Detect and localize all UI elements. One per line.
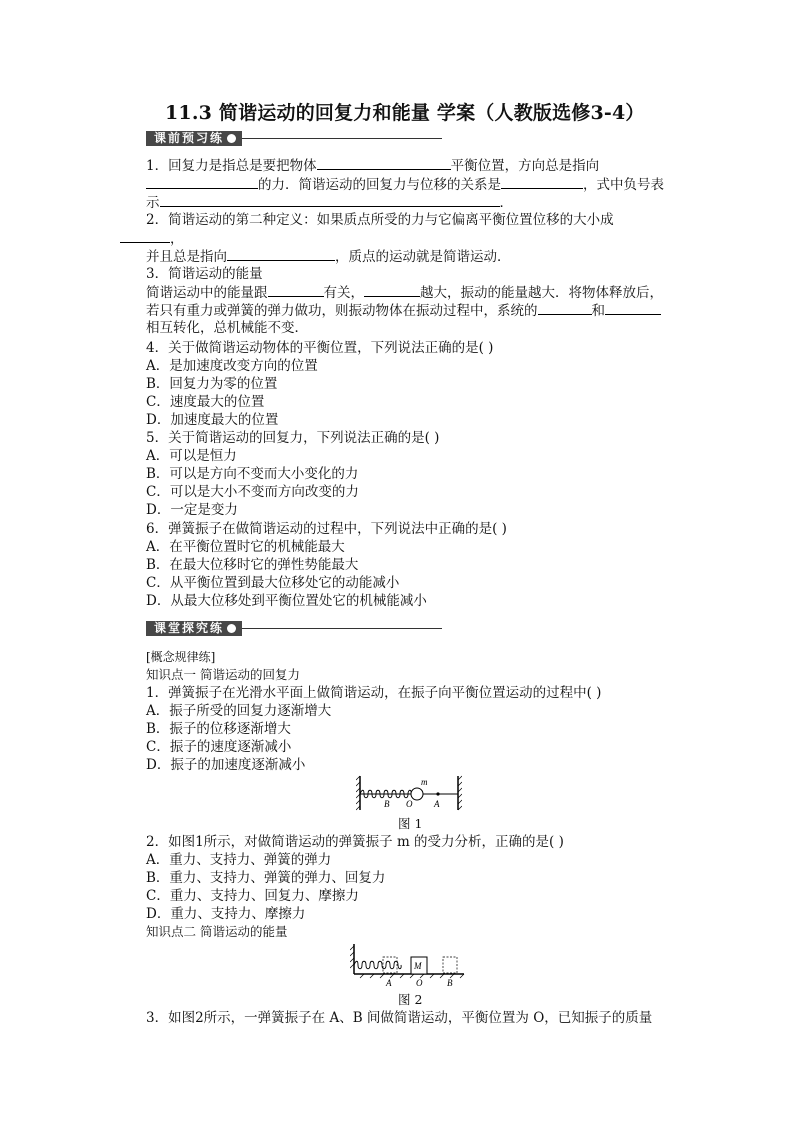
fig2-label-o: O xyxy=(416,978,423,988)
c1-option-b: B．振子的位移逐渐增大 xyxy=(146,721,291,737)
c1-option-d: D．振子的加速度逐渐减小 xyxy=(146,757,306,773)
q6-stem: 6．弹簧振子在做简谐运动的过程中，下列说法中正确的是( ) xyxy=(146,521,507,537)
q2-line-3: 并且总是指向 ，质点的运动就是简谐运动． xyxy=(146,249,511,265)
figure-1-caption: 图 1 xyxy=(398,816,423,831)
q4-option-a: A．是加速度改变方向的位置 xyxy=(146,358,318,374)
concept-heading: [概念规律练] xyxy=(146,650,216,664)
q4-option-d: D．加速度最大的位置 xyxy=(146,412,279,428)
q6-option-a: A．在平衡位置时它的机械能最大 xyxy=(146,539,345,555)
q6-option-b: B．在最大位移时它的弹性势能最大 xyxy=(146,557,359,573)
c1-option-c: C．振子的速度逐渐减小 xyxy=(146,739,292,755)
fig2-label-m: M xyxy=(414,961,422,971)
c1-stem: 1．弹簧振子在光滑水平面上做简谐运动，在振子向平衡位置运动的过程中( ) xyxy=(146,685,602,701)
q1-line-3: 示 ． xyxy=(146,195,513,211)
section-header-preview xyxy=(146,130,442,146)
section-label: 课前预习练 xyxy=(154,130,225,145)
q5-option-d: D．一定是变力 xyxy=(146,502,238,518)
q6-option-d: D．从最大位移处到平衡位置处它的机械能减小 xyxy=(146,593,427,609)
q5-option-b: B．可以是方向不变而大小变化的力 xyxy=(146,466,359,482)
q5-option-c: C．可以是大小不变而方向改变的力 xyxy=(146,484,359,500)
q5-stem: 5．关于简谐运动的回复力，下列说法正确的是( ) xyxy=(146,430,440,446)
q3-line-2: 若只有重力或弹簧的弹力做功，则振动物体在振动过程中，系统的 和 xyxy=(146,301,661,320)
q2-line-2: ， xyxy=(120,229,184,248)
c2-option-d: D．重力、支持力、摩擦力 xyxy=(146,906,306,922)
dot-icon xyxy=(227,624,236,633)
dot-icon xyxy=(227,134,236,143)
c3-stem: 3．如图2所示，一弹簧振子在 A、B 间做简谐运动，平衡位置为 O，已知振子的质量 xyxy=(146,1010,653,1026)
q1-line-1: 1．回复力是指总是要把物体 平衡位置，方向总是指向 xyxy=(146,158,600,174)
page-title: 11.3 简谐运动的回复力和能量 学案（人教版选修3-4） xyxy=(165,102,645,124)
q3-line-3: 相互转化，总机械能不变． xyxy=(146,320,308,336)
c2-option-a: A．重力、支持力、弹簧的弹力 xyxy=(146,852,332,868)
c2-stem: 2．如图1所示，对做简谐运动的弹簧振子 m 的受力分析，正确的是( ) xyxy=(146,834,564,850)
section-header-class xyxy=(146,620,442,636)
fig2-label-a: A xyxy=(386,978,392,988)
q4-stem: 4．关于做简谐运动物体的平衡位置，下列说法正确的是( ) xyxy=(146,340,494,356)
figure-1-spring-oscillator xyxy=(356,774,462,814)
q1-line-2: 的力．简谐运动的回复力与位移的关系是 ，式中负号表 xyxy=(146,175,664,194)
q5-option-a: A．可以是恒力 xyxy=(146,448,237,464)
fig1-label-m: m xyxy=(421,777,428,787)
fig1-label-a: A xyxy=(434,799,440,809)
fig2-label-b: B xyxy=(447,978,453,988)
c2-option-b: B．重力、支持力、弹簧的弹力、回复力 xyxy=(146,870,386,886)
fig1-label-b: B xyxy=(384,799,390,809)
fig1-label-o: O xyxy=(406,799,413,809)
q3-line-1: 简谐运动中的能量跟 有关， 越大，振动的能量越大．将物体释放后， xyxy=(146,285,663,301)
figure-2-spring-block xyxy=(350,942,466,988)
knowledge-point-2: 知识点二 简谐运动的能量 xyxy=(146,924,288,939)
q4-option-c: C．速度最大的位置 xyxy=(146,394,265,410)
figure-2-caption: 图 2 xyxy=(398,992,423,1007)
q3-title: 3．简谐运动的能量 xyxy=(146,266,263,282)
c1-option-a: A．振子所受的回复力逐渐增大 xyxy=(146,703,332,719)
q4-option-b: B．回复力为零的位置 xyxy=(146,376,278,392)
q6-option-c: C．从平衡位置到最大位移处它的动能减小 xyxy=(146,575,400,591)
section-label: 课堂探究练 xyxy=(154,620,225,635)
divider xyxy=(242,138,442,139)
knowledge-point-1: 知识点一 简谐运动的回复力 xyxy=(146,667,300,682)
q2-line-1: 2．简谐运动的第二种定义：如果质点所受的力与它偏离平衡位置位移的大小成 xyxy=(146,212,614,228)
c2-option-c: C．重力、支持力、回复力、摩擦力 xyxy=(146,888,359,904)
divider xyxy=(242,628,442,629)
